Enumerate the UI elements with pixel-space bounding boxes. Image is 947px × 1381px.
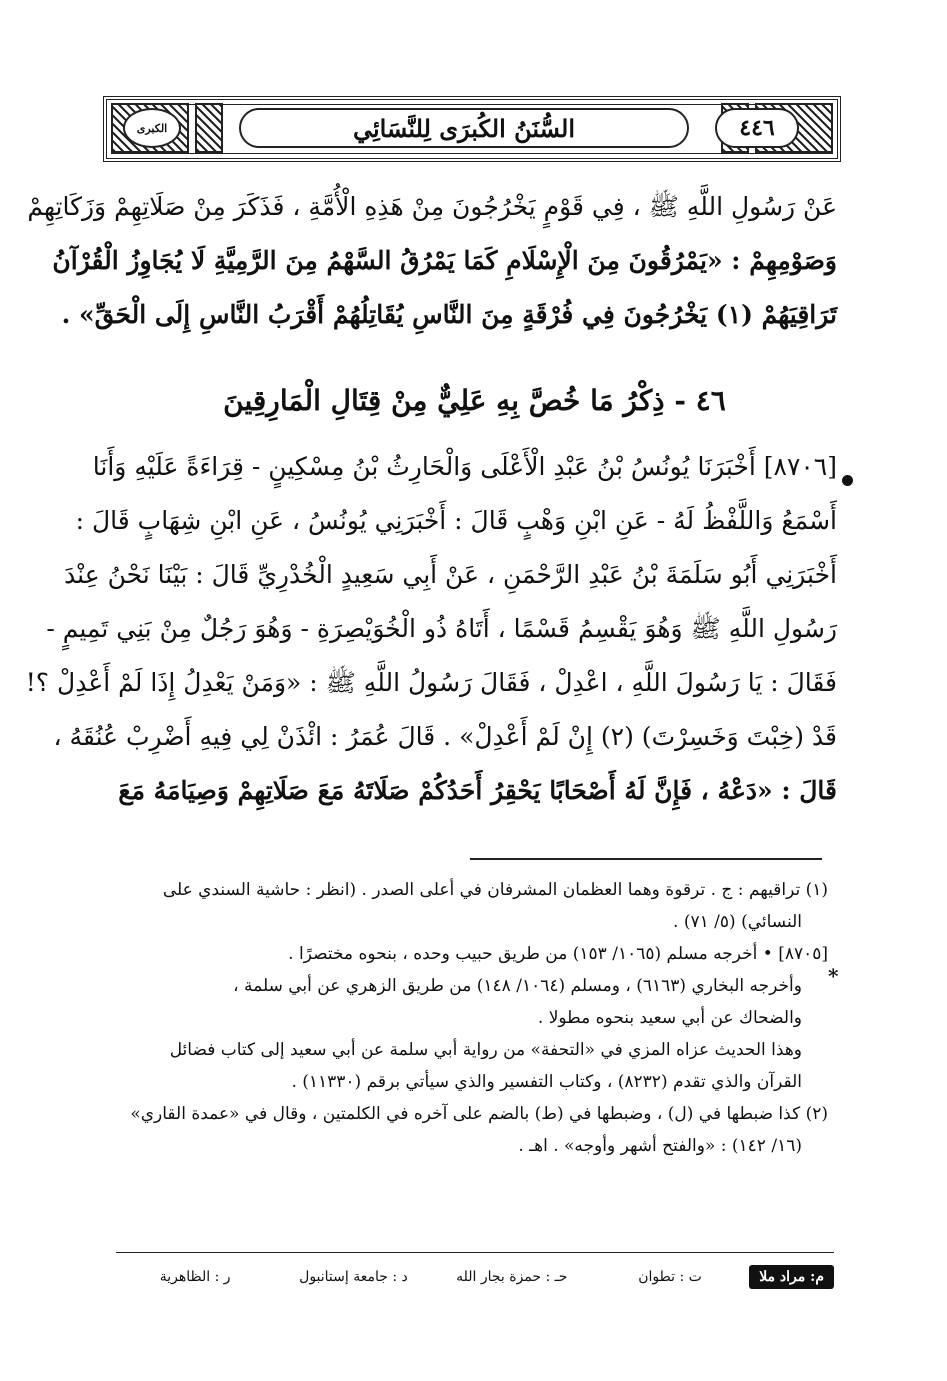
footnote-line: وهذا الحديث عزاه المزي في «التحفة» من رواية أبي سلمة عن أبي سعيد إلى كتاب فضائل [169,1040,802,1060]
footnote-line: والضحاك عن أبي سعيد بنحوه مطولا . [537,1008,802,1028]
text-line: وَصَوْمِهِمْ : «يَمْرُقُونَ مِنَ الْإِسْلَامِ كَمَا يَمْرُقُ السَّهْمُ مِنَ الرَّمِيَّةِ لَا يُجَاوِزُ الْقُرْآنُ [52,246,837,275]
text-line: رَسُولِ اللَّهِ ﷺ وَهُوَ يَقْسِمُ قَسْمًا ، أَتَاهُ ذُو الْخُوَيْصِرَةِ - وَهُوَ رَجُلٌ مِنْ بَنِي تَمِيمٍ - [46,614,837,643]
text-line: عَنْ رَسُولِ اللَّهِ ﷺ ، فِي قَوْمٍ يَخْرُجُونَ مِنْ هَذِهِ الْأُمَّةِ ، فَذَكَرَ مِنْ صَلَاتِهِمْ وَزَكَاتِهِمْ [27,192,837,221]
text-line: فَقَالَ : يَا رَسُولَ اللَّهِ ، اعْدِلْ ، فَقَالَ رَسُولُ اللَّهِ ﷺ : «وَمَنْ يَعْدِلُ إِذَا لَمْ أَعْدِلْ ؟! [25,668,837,697]
legend-item: ت : تطوان [638,1269,702,1285]
legend-badge: م: مراد ملا [749,1265,834,1289]
chapter-heading: ٤٦ - ذِكْرُ مَا خُصَّ بِهِ عَلِيٌّ مِنْ قِتَالِ الْمَارِقِينَ [223,384,726,417]
page-number: ٤٤٦ [715,108,799,148]
main-text [27,180,837,342]
logo-seal: الكبرى [123,108,181,148]
manuscript-legend [116,1260,834,1294]
text-line: تَرَاقِيَهُمْ (١) يَخْرُجُونَ فِي فُرْقَةٍ مِنَ النَّاسِ يُقَاتِلُهُمْ أَقْرَبُ النَّاسِ إِلَى الْحَقِّ» . [61,300,837,329]
footnote-line: [٨٧٠٥] • أخرجه مسلم (١٠٦٥/ ١٥٣) من طريق حبيب وحده ، بنحوه مختصرًا . [288,944,828,964]
text-line: أَخْبَرَنِي أَبُو سَلَمَةَ بْنُ عَبْدِ الرَّحْمَنِ ، عَنْ أَبِي سَعِيدٍ الْخُدْرِيِّ قَالَ : بَيْنَا نَحْنُ عِنْدَ [64,560,837,589]
hadith-text [25,440,837,818]
legend-item: د : جامعة إستانبول [299,1269,408,1285]
text-line: قَدْ (خِبْتَ وَخَسِرْتَ) (٢) إِنْ لَمْ أَعْدِلْ» . قَالَ عُمَرُ : ائْذَنْ لِي فِيهِ أَضْرِبْ عُنُقَهُ ، [53,722,837,751]
bottom-divider [116,1252,834,1253]
footnote-line: (٢) كذا ضبطها في (ل) ، وضبطها في (ط) بالضم على آخره في الكلمتين ، وقال في «عمدة القاري» [130,1104,828,1124]
footnote-line: (١) تراقيهم : ج . ترقوة وهما العظمان المشرفان في أعلى الصدر . (انظر : حاشية السندي على [162,880,828,900]
ornament-left-small [195,103,223,153]
text-line: قَالَ : «دَعْهُ ، فَإِنَّ لَهُ أَصْحَابًا يَحْقِرُ أَحَدُكُمْ صَلَاتَهُ مَعَ صَلَاتِهِمْ وَصِيَامَهُ مَعَ [118,776,837,805]
footnote-line: (١٦/ ١٤٢) : «والفتح أشهر وأوجه» . اهـ . [518,1136,802,1156]
footnotes [112,874,828,1162]
footnote-line: النسائي) (٥/ ٧١) . [673,912,802,932]
footnote-divider [470,858,822,860]
book-title: السُّنَنُ الكُبرَى لِلنَّسَائِي [239,108,689,148]
footnote-line: وأخرجه البخاري (٦١٦٣) ، ومسلم (١٠٦٤/ ١٤٨) من طريق الزهري عن أبي سلمة ، [233,976,802,996]
text-line: [٨٧٠٦] أَخْبَرَنَا يُونُسُ بْنُ عَبْدِ الْأَعْلَى وَالْحَارِثُ بْنُ مِسْكِينٍ - قِرَاءَةً عَلَيْهِ وَأَنَا [92,452,837,481]
legend-item: حـ : حمزة بجار الله [456,1269,568,1285]
text-line: أَسْمَعُ وَاللَّفْظُ لَهُ - عَنِ ابْنِ وَهْبٍ قَالَ : أَخْبَرَنِي يُونُسُ ، عَنِ ابْنِ شِهَابٍ قَالَ : [75,506,837,535]
bullet-icon [842,475,853,486]
star-marker: * [828,964,839,988]
footnote-line: القرآن والذي تقدم (٨٢٣٢) ، وكتاب التفسير والذي سيأتي برقم (١١٣٣٠) . [291,1072,802,1092]
legend-item: ر : الظاهرية [159,1269,231,1285]
page-header [103,96,841,162]
